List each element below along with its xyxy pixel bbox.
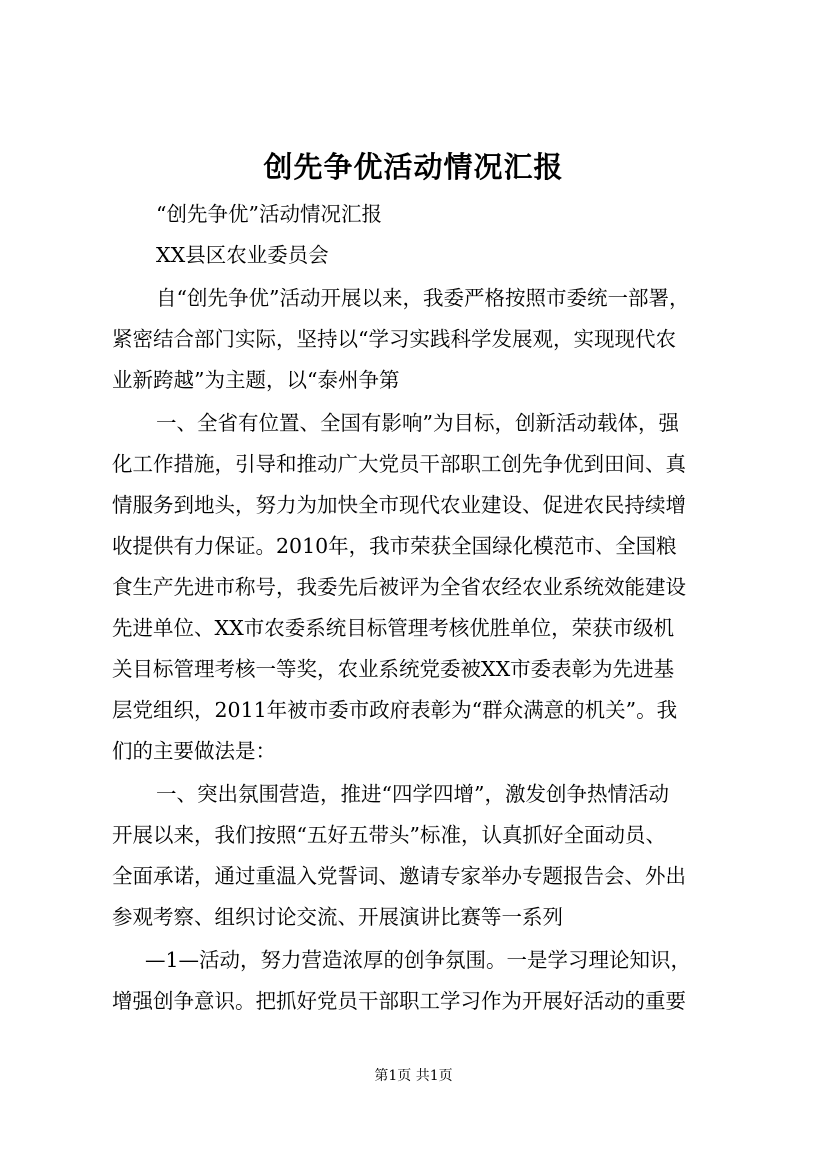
body-line: 关目标管理考核一等奖，农业系统党委被XX市委表彰为先进基 <box>112 657 675 681</box>
body-line: 收提供有力保证。2010年，我市荣获全国绿化模范市、全国粮 <box>112 534 677 558</box>
body-line: 一、全省有位置、全国有影响”为目标，创新活动载体，强 <box>156 411 679 435</box>
body-line: 食生产先进市称号，我委先后被评为全省农经农业系统效能建设 <box>112 575 686 599</box>
body-line: 一、突出氛围营造，推进“四学四增”，激发创争热情活动 <box>156 782 669 806</box>
body-line: 情服务到地头，努力为加快全市现代农业建设、促进农民持续增 <box>112 493 686 517</box>
subtitle-line: “创先争优”活动情况汇报 <box>156 202 382 226</box>
body-line: 业新跨越”为主题，以“泰州争第 <box>112 368 400 392</box>
body-line: 化工作措施，引导和推动广大党员干部职工创先争优到田间、真 <box>112 452 686 476</box>
body-line: 自“创先争优”活动开展以来，我委严格按照市委统一部署， <box>156 286 690 310</box>
body-line: 参观考察、组织讨论交流、开展演讲比赛等一系列 <box>112 905 563 929</box>
body-line: 增强创争意识。把抓好党员干部职工学习作为开展好活动的重要 <box>112 989 686 1013</box>
document-title: 创先争优活动情况汇报 <box>263 150 564 184</box>
body-line: 紧密结合部门实际，坚持以“学习实践科学发展观，实现现代农 <box>112 327 676 351</box>
body-line: 们的主要做法是： <box>112 739 276 763</box>
author-line: XX县区农业委员会 <box>156 243 329 267</box>
body-line: —1—活动，努力营造浓厚的创争氛围。一是学习理论知识， <box>145 948 692 972</box>
body-line: 开展以来，我们按照“五好五带头”标准，认真抓好全面动员、 <box>112 823 666 847</box>
body-line: 全面承诺，通过重温入党誓词、邀请专家举办专题报告会、外出 <box>112 864 686 888</box>
body-line: 先进单位、XX市农委系统目标管理考核优胜单位，荣获市级机 <box>112 616 675 640</box>
body-line: 层党组织，2011年被市委市政府表彰为“群众满意的机关”。我 <box>112 698 678 722</box>
page-footer: 第1页 共1页 <box>374 1068 453 1084</box>
